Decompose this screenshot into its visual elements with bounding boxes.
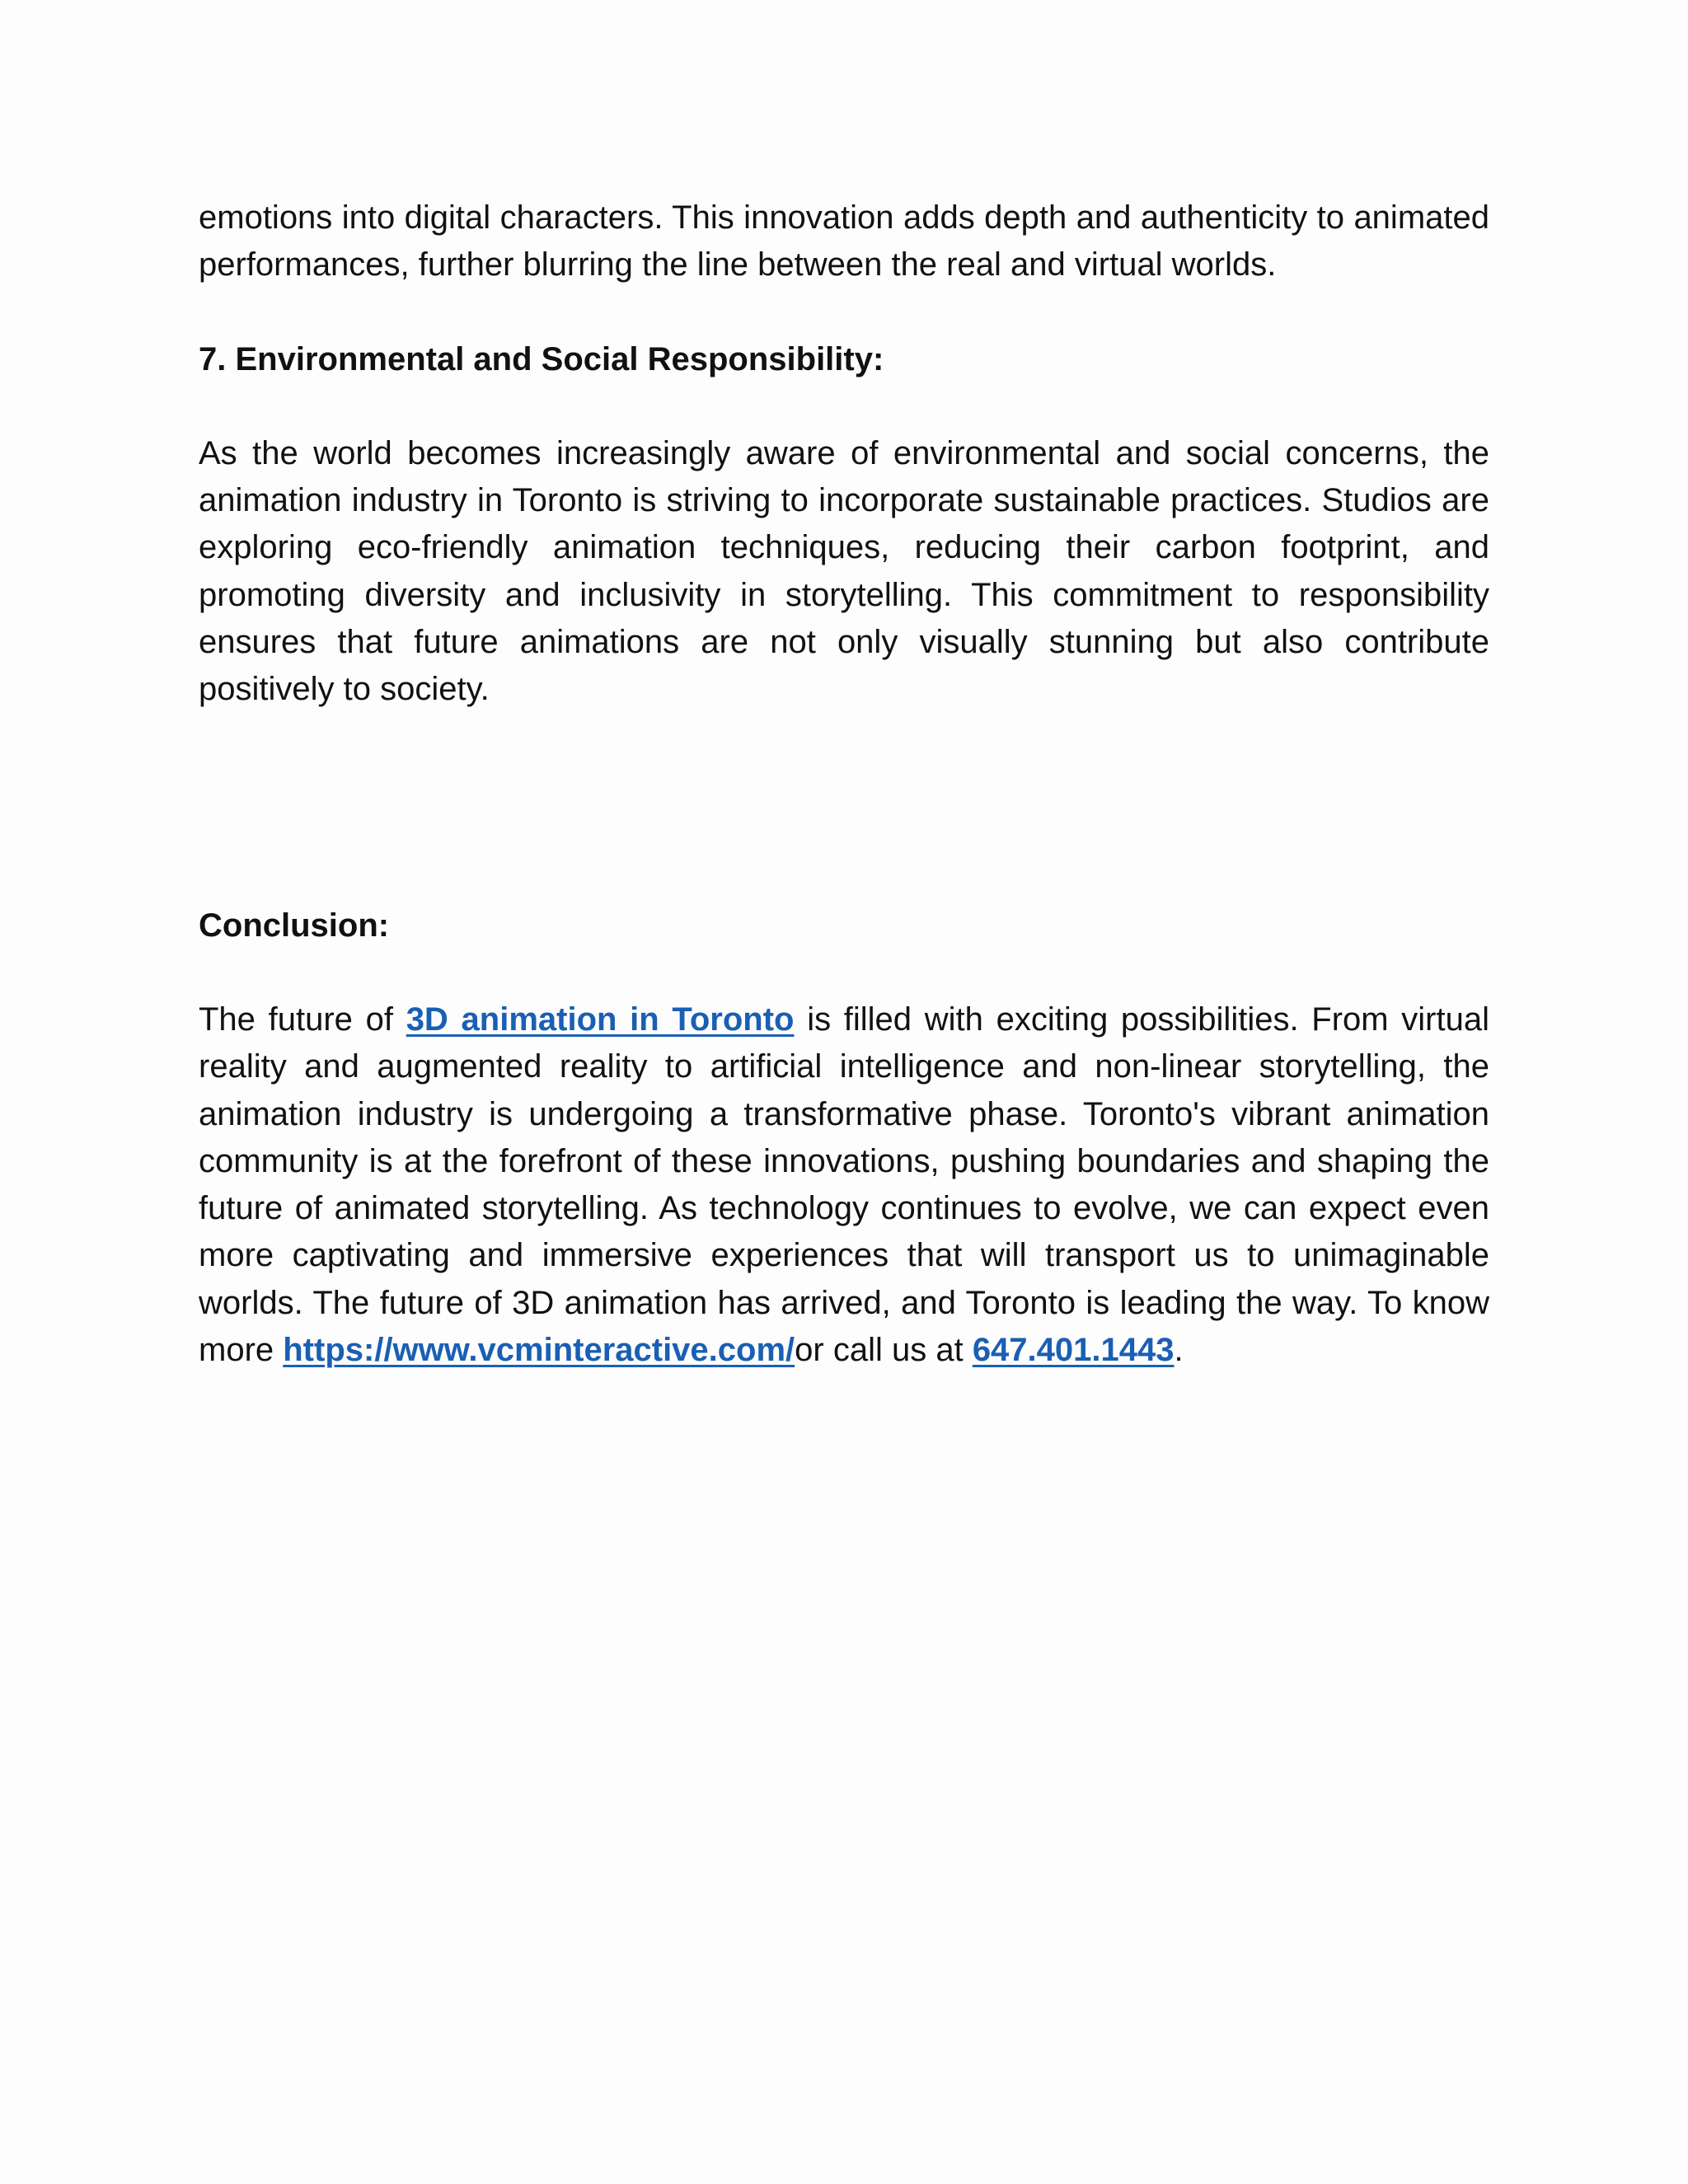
spacer [199, 289, 1489, 336]
conclusion-paragraph [199, 996, 1489, 1374]
end-period: . [1174, 1332, 1184, 1369]
call-text: or call us at [795, 1332, 973, 1369]
spacer [199, 949, 1489, 996]
phone-link[interactable]: 647.401.1443 [972, 1332, 1175, 1369]
document-content [199, 194, 1489, 1374]
intro-continuation-paragraph: emotions into digital characters. This innovation adds depth and authenticity to animated performances, further blurring the line between the real and virtual worlds. [199, 199, 1489, 284]
section-7-paragraph: As the world becomes increasingly aware of environmental and social concerns, the animation industry in Toronto is striving to incorporate sustainable practices. Studios are exploring eco-friendly animation techniques, reducing their carbon footprint, and promoting diversity and inclusivity in storytelling. This commitment to responsibility ensures that future animations are not only visually stunning but also contribute positively to society. [199, 434, 1489, 708]
conclusion-body-text: is filled with exciting possibilities. From virtual reality and augmented reality to artificial intelligence and non-linear storytelling, the animation industry is undergoing a transformative phase. Toronto's vibrant animation community is at the forefront of these innovations, pushing boundaries and shaping the future of animated storytelling. As technology continues to evolve, we can expect even more captivating and immersive experiences that will transport us to unimaginable worlds. The future of 3D animation has arrived, and Toronto is leading the way. To know more [199, 1001, 1489, 1369]
3d-animation-toronto-link[interactable]: 3D animation in Toronto [406, 1001, 795, 1038]
section-7-heading: 7. Environmental and Social Responsibility: [199, 340, 884, 377]
spacer [199, 714, 1489, 902]
conclusion-lead-text: The future of [199, 1001, 406, 1038]
conclusion-heading: Conclusion: [199, 907, 390, 944]
spacer [199, 383, 1489, 430]
website-link[interactable]: https://www.vcminteractive.com/ [283, 1332, 795, 1369]
